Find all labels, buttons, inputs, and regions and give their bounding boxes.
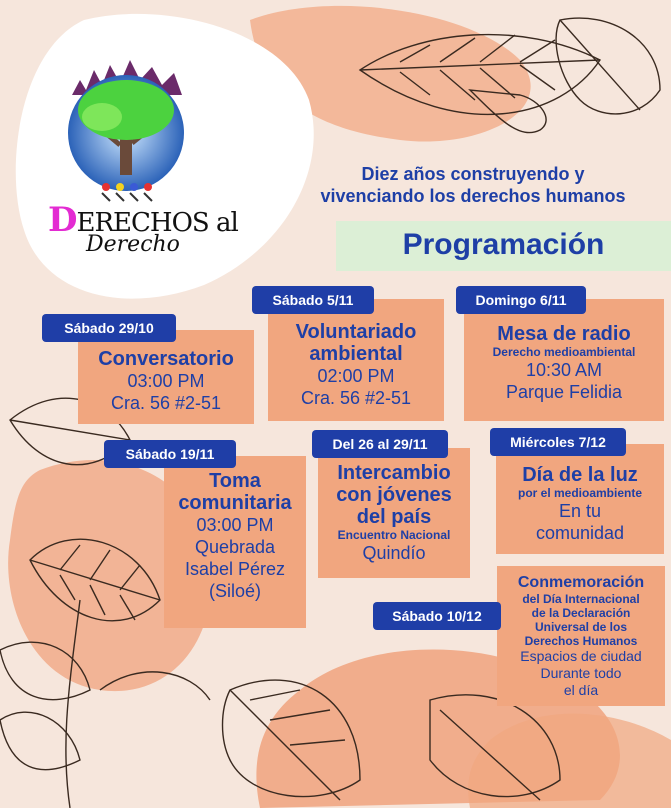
event-card-voluntariado: Voluntariado ambiental 02:00 PM Cra. 56 #2-51 <box>268 299 444 421</box>
event-card-conversatorio: Conversatorio 03:00 PM Cra. 56 #2-51 <box>78 330 254 424</box>
date-badge-event-3: Domingo 6/11 <box>456 286 586 314</box>
header-subtitle: Diez años construyendo y vivenciando los derechos humanos <box>320 164 626 206</box>
logo-text-derechos: DERECHOS al <box>48 200 238 240</box>
tree-globe-city-icon <box>62 55 192 205</box>
event-card-mesa-radio: Mesa de radio Derecho medioambiental 10:30 AM Parque Felidia <box>464 299 664 421</box>
date-badge-event-1: Sábado 29/10 <box>42 314 176 342</box>
date-badge-event-5: Del 26 al 29/11 <box>312 430 448 458</box>
event-card-intercambio: Intercambio con jóvenes del país Encuentro Nacional Quindío <box>318 448 470 578</box>
event-card-dia-de-la-luz: Día de la luz por el medioambiente En tu comunidad <box>496 444 664 554</box>
event-card-toma-comunitaria: Toma comunitaria 03:00 PM Quebrada Isabel Pérez (Siloé) <box>164 456 306 628</box>
event-card-conmemoracion: Conmemoración del Día Internacional de la Declaración Universal de los Derechos Humanos Espacios de ciudad Durante todo el día <box>497 566 665 706</box>
date-badge-event-2: Sábado 5/11 <box>252 286 374 314</box>
date-badge-event-6: Miércoles 7/12 <box>490 428 626 456</box>
date-badge-event-4: Sábado 19/11 <box>104 440 236 468</box>
logo-text-derecho: Derecho <box>86 232 180 257</box>
date-badge-event-7: Sábado 10/12 <box>373 602 501 630</box>
page-title: Programación <box>402 228 605 261</box>
